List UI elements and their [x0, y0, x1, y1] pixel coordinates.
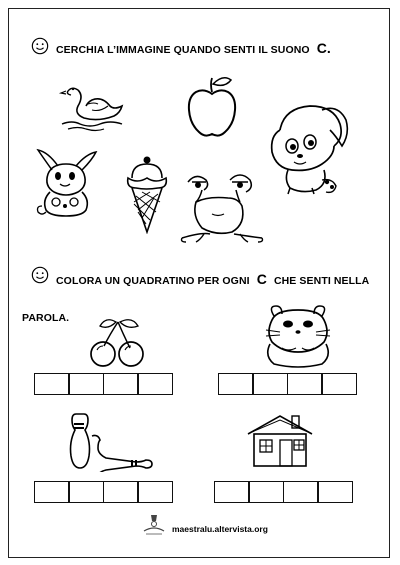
house-icon[interactable]	[246, 412, 314, 470]
letter-box[interactable]	[68, 481, 104, 503]
instruction-1	[56, 40, 331, 56]
apple-icon[interactable]	[186, 74, 238, 140]
instruction-1-sound: C.	[316, 40, 331, 56]
letter-box[interactable]	[317, 481, 353, 503]
letter-box[interactable]	[103, 373, 139, 395]
smiley-icon	[31, 266, 49, 284]
letter-box[interactable]	[68, 373, 104, 395]
letter-box[interactable]	[321, 373, 357, 395]
letter-box[interactable]	[137, 373, 173, 395]
instruction-2	[56, 271, 369, 287]
instruction-1-text: CERCHIA L’IMMAGINE QUANDO SENTI IL SUONO	[56, 44, 310, 56]
bowling-pins-icon[interactable]	[62, 410, 154, 472]
letter-box[interactable]	[137, 481, 173, 503]
letter-box[interactable]	[34, 373, 70, 395]
maestra-logo-icon	[140, 513, 168, 537]
swan-icon[interactable]	[58, 82, 130, 134]
instruction-2-text-after: CHE SENTI NELLA	[273, 275, 370, 287]
letter-box[interactable]	[218, 373, 254, 395]
letter-box[interactable]	[103, 481, 139, 503]
letter-boxes-hamster	[218, 373, 357, 395]
ice-cream-icon[interactable]	[122, 154, 172, 234]
letter-box[interactable]	[34, 481, 70, 503]
instruction-2-text-before: COLORA UN QUADRATINO PER OGNI	[56, 275, 250, 287]
instruction-2-sound: C	[256, 271, 267, 287]
letter-box[interactable]	[214, 481, 250, 503]
letter-boxes-house	[214, 481, 353, 503]
puppy-icon[interactable]	[266, 102, 350, 198]
footer-site: maestralu.altervista.org	[172, 524, 268, 534]
cherries-icon[interactable]	[86, 316, 152, 368]
letter-boxes-bowling-pins	[34, 481, 173, 503]
letter-box[interactable]	[248, 481, 284, 503]
bunny-icon[interactable]	[34, 148, 100, 218]
letter-boxes-cherries	[34, 373, 173, 395]
hamster-icon[interactable]	[262, 304, 334, 368]
letter-box[interactable]	[287, 373, 323, 395]
smiley-icon	[31, 37, 49, 55]
instruction-2-continuation: PAROLA.	[22, 312, 70, 324]
letter-box[interactable]	[283, 481, 319, 503]
alien-snail-icon[interactable]	[178, 172, 268, 248]
letter-box[interactable]	[252, 373, 288, 395]
